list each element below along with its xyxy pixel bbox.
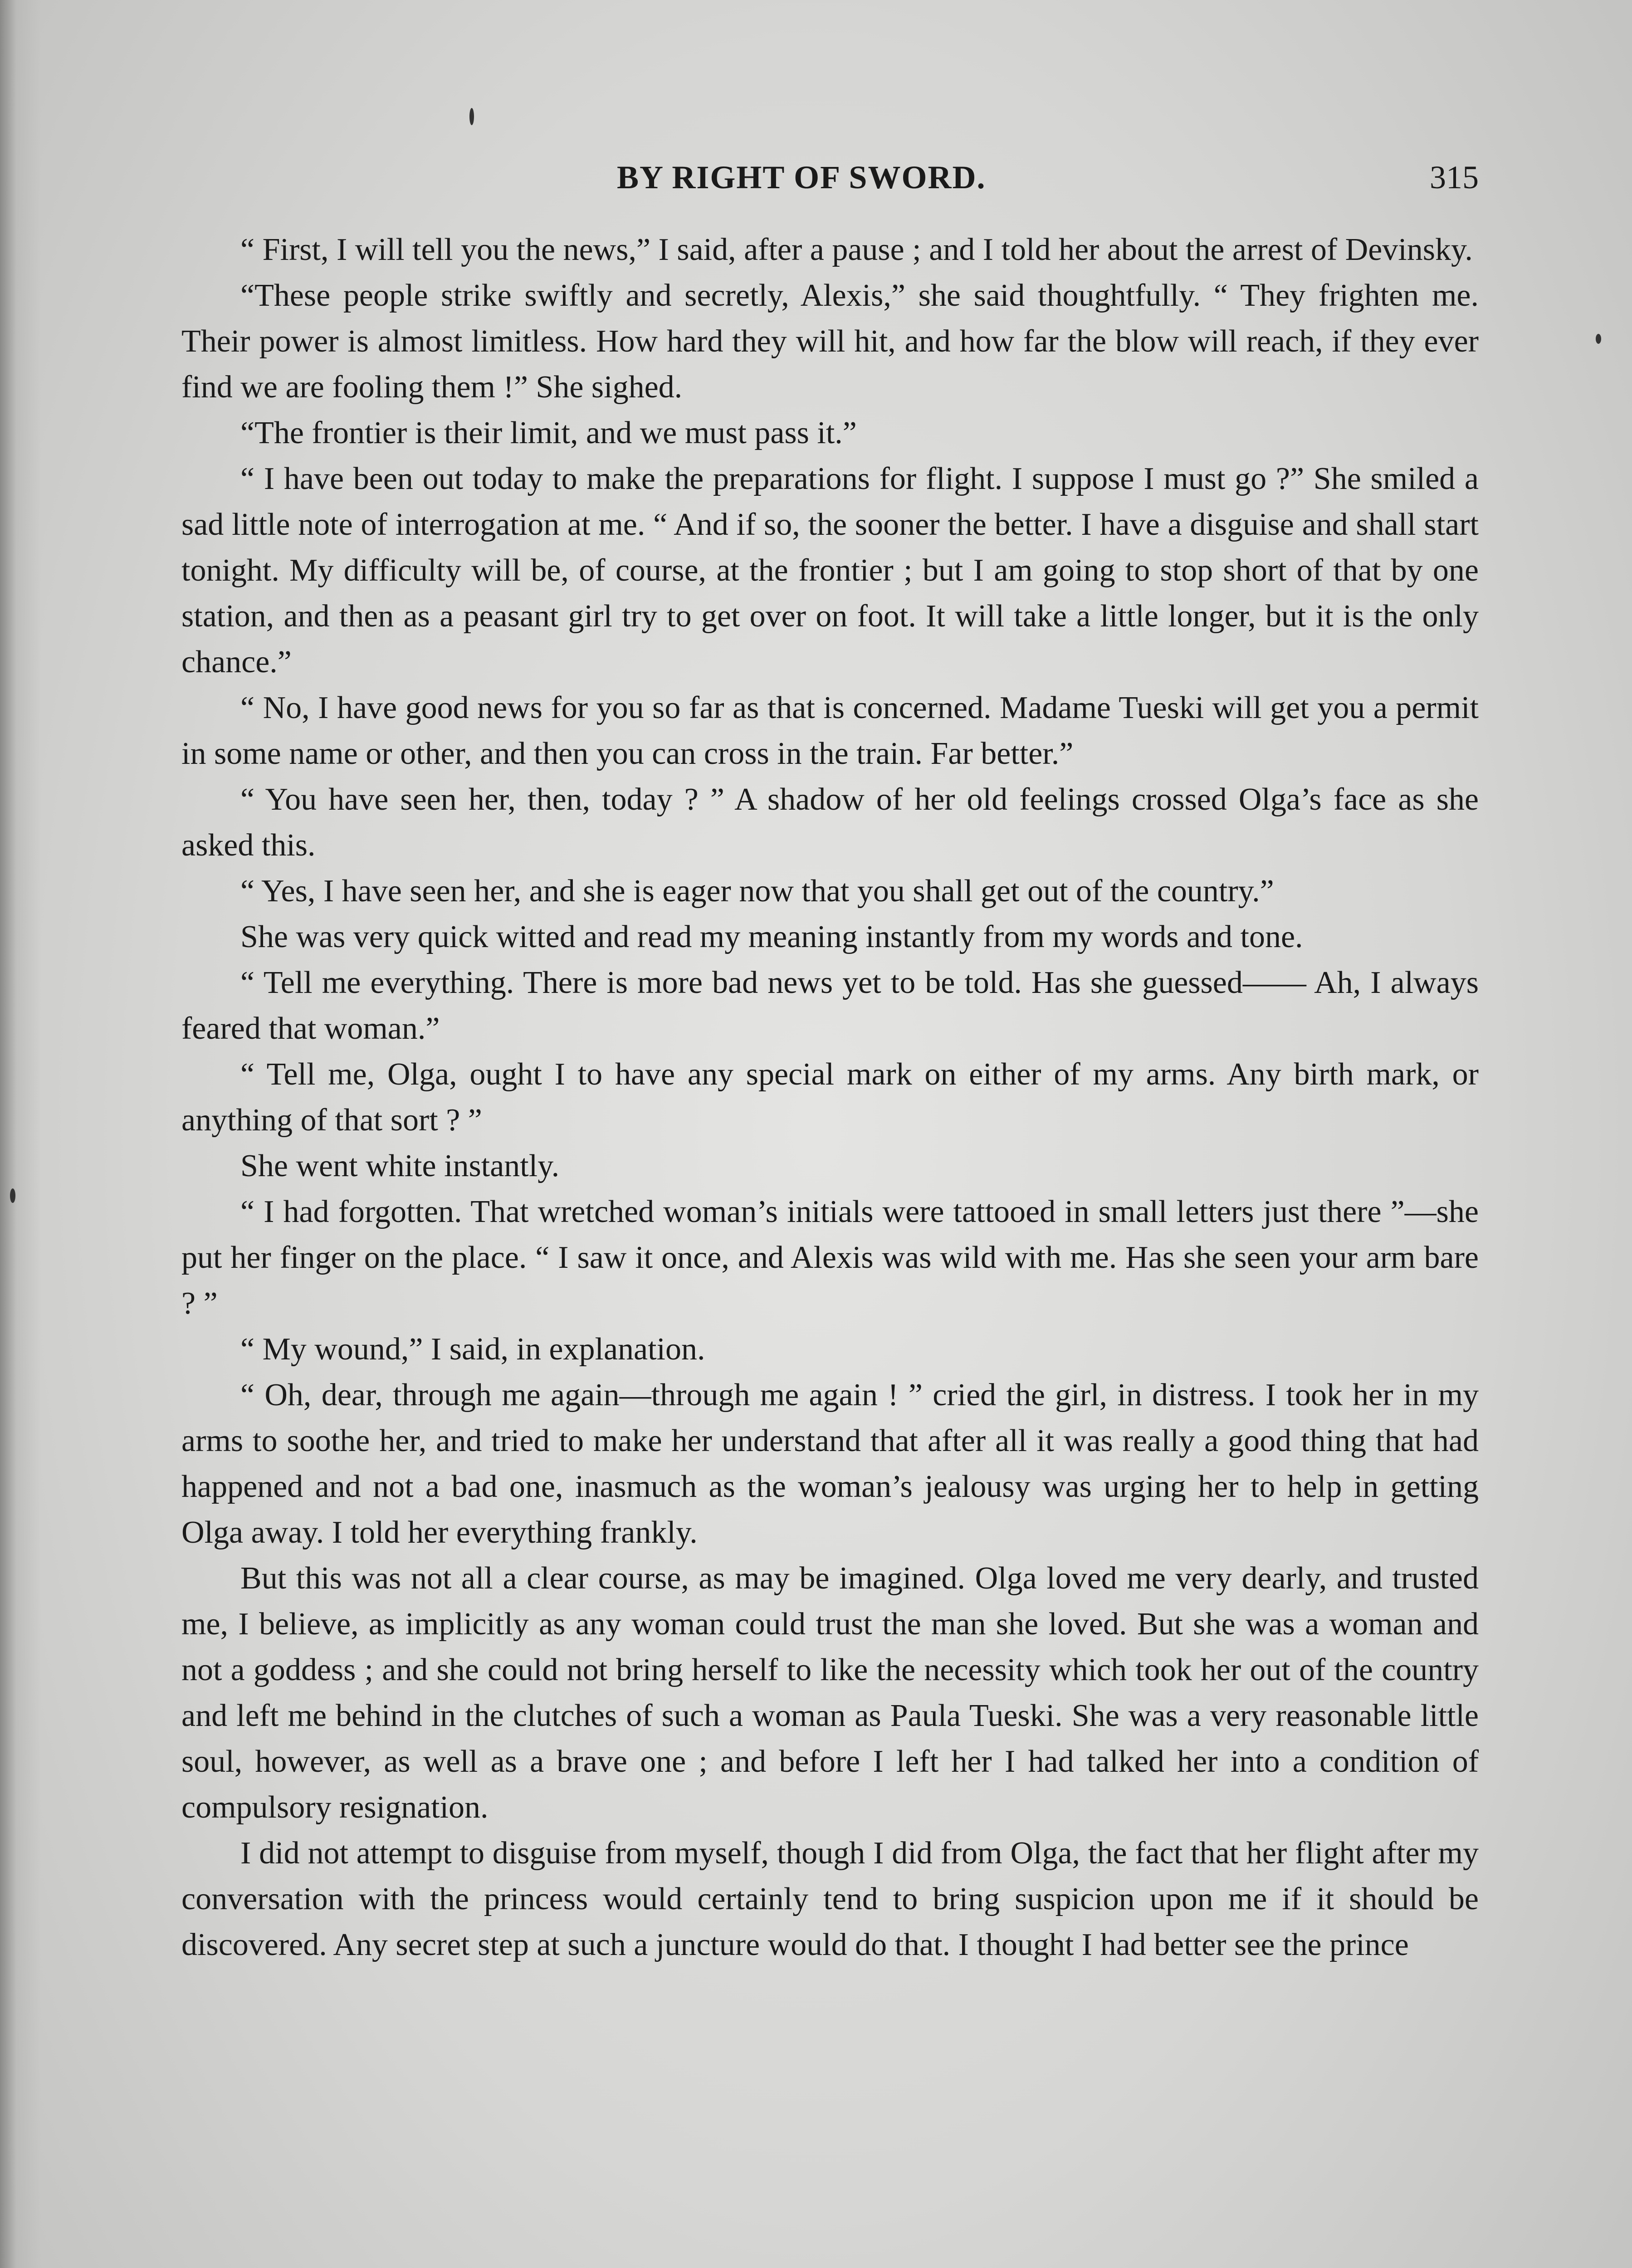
paragraph: “ Yes, I have seen her, and she is eager now that you shall get out of the country.”: [240, 874, 1274, 909]
page-number: 315: [1430, 159, 1479, 196]
paragraph: “ Tell me everything. There is more bad news yet to be told. Has she guessed—— Ah, I always feared that woman.”: [181, 965, 1479, 1046]
paragraph: “These people strike swiftly and secretly, Alexis,” she said thoughtfully. “ They frighten me. Their power is almost limitless. How hard they will hit, and how far the blow will reach, if they ever find we are fooling them !” She sighed.: [181, 278, 1479, 405]
ink-speck: [1596, 334, 1601, 344]
paragraph: She was very quick witted and read my meaning instantly from my words and tone.: [240, 919, 1303, 954]
paragraph: She went white instantly.: [240, 1149, 560, 1183]
paragraph: “ No, I have good news for you so far as that is concerned. Madame Tueski will get you a permit in some name or other, and then you can cross in the train. Far better.”: [181, 690, 1479, 771]
paragraph: “ I have been out today to make the preparations for flight. I suppose I must go ?” She smiled a sad little note of interrogation at me. “ And if so, the sooner the better. I have a disguise and shall start tonight. My difficulty will be, of course, at the frontier ; but I am going to stop short of that by one station, and then as a peasant girl try to get over on foot. It will take a little longer, but it is the only chance.”: [181, 461, 1479, 679]
running-header: [181, 159, 1479, 209]
paragraph: I did not attempt to disguise from myself, though I did from Olga, the fact that her flight after my conversation with the princess would certainly tend to bring suspicion upon me if it should be discovered. Any secret step at such a juncture would do that. I thought I had better see the prince: [181, 1836, 1479, 1962]
paragraph: “ I had forgotten. That wretched woman’s initials were tattooed in small letters just there ”—she put her finger on the place. “ I saw it once, and Alexis was wild with me. Has she seen your arm bare ? ”: [181, 1194, 1479, 1321]
paragraph: “ You have seen her, then, today ? ” A shadow of her old feelings crossed Olga’s face as she asked this.: [181, 782, 1479, 863]
ink-speck: [10, 1188, 15, 1203]
paragraph: “ Oh, dear, through me again—through me again ! ” cried the girl, in distress. I took her in my arms to soothe her, and tried to make her understand that after all it was really a good thing that had happened and not a bad one, inasmuch as the woman’s jealousy was urging her to help in getting Olga away. I told her everything frankly.: [181, 1378, 1479, 1550]
body-text: [181, 227, 1479, 1968]
paragraph: But this was not all a clear course, as may be imagined. Olga loved me very dearly, and trusted me, I believe, as implicitly as any woman could trust the man she loved. But she was a woman and not a goddess ; and she could not bring herself to like the necessity which took her out of the country and left me behind in the clutches of such a woman as Paula Tueski. She was a very reasonable little soul, however, as well as a brave one ; and before I left her I had talked her into a condition of compulsory resignation.: [181, 1561, 1479, 1825]
spine-shadow: [0, 0, 41, 2268]
ink-speck: [469, 108, 474, 125]
paragraph: “The frontier is their limit, and we must pass it.”: [240, 415, 857, 450]
paragraph: “ My wound,” I said, in explanation.: [240, 1332, 705, 1367]
paragraph: “ Tell me, Olga, ought I to have any special mark on either of my arms. Any birth mark, or anything of that sort ? ”: [181, 1057, 1479, 1138]
running-title: BY RIGHT OF SWORD.: [617, 159, 986, 196]
paragraph: “ First, I will tell you the news,” I said, after a pause ; and I told her about the arrest of Devinsky.: [240, 232, 1473, 267]
